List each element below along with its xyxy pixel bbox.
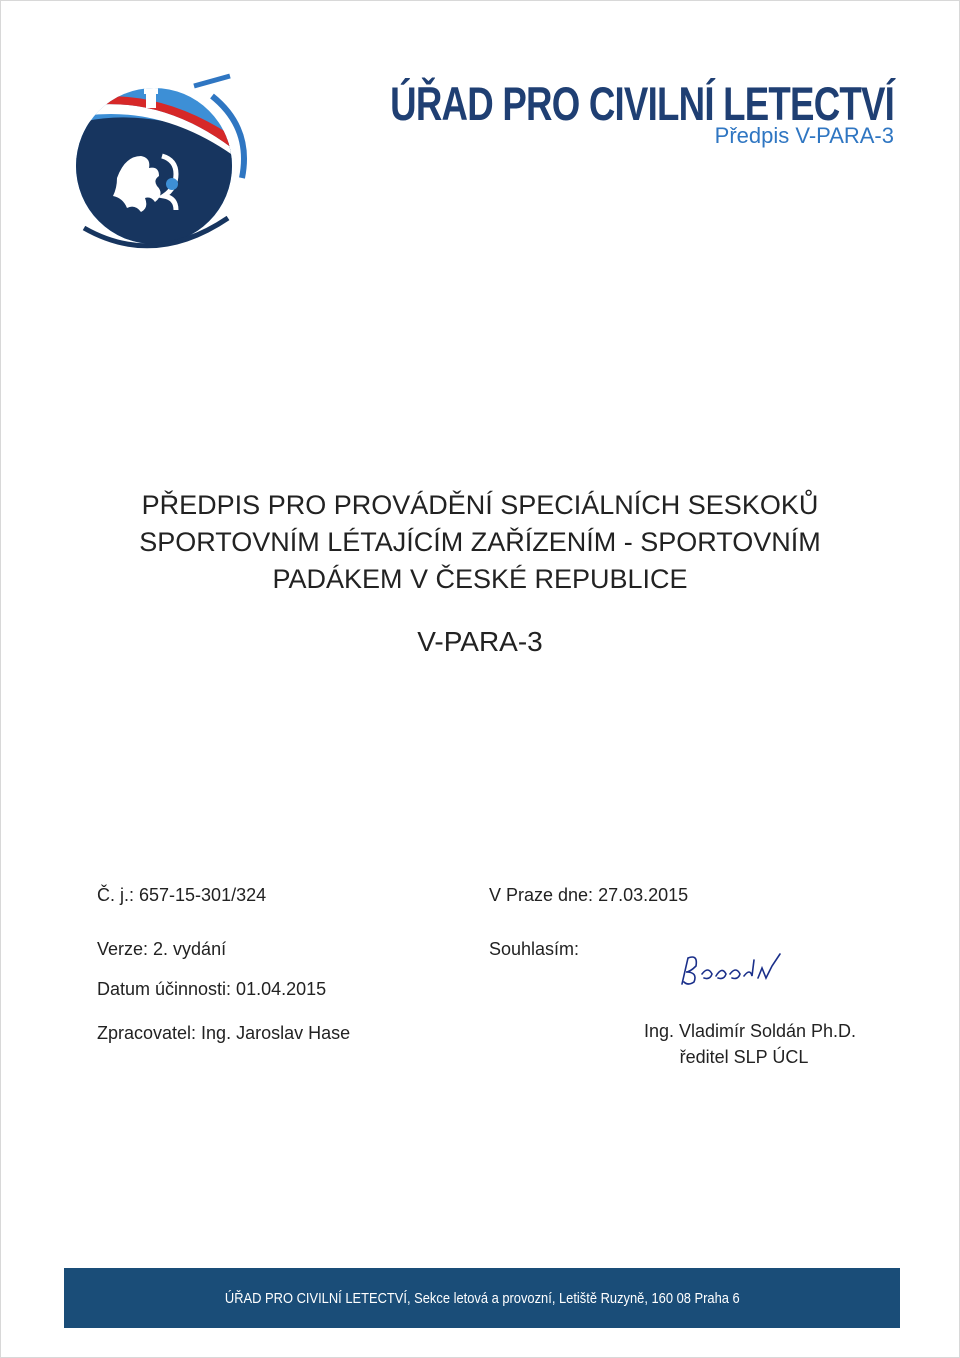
title-line: PADÁKEM V ČESKÉ REPUBLICE (272, 564, 688, 594)
effective-date: Datum účinnosti: 01.04.2015 (97, 979, 327, 999)
signature-icon (676, 948, 796, 992)
title-line: SPORTOVNÍM LÉTAJÍCÍM ZAŘÍZENÍM - SPORTOVNÍM (139, 527, 821, 557)
document-title (0, 487, 960, 598)
signer-name: Ing. Vladimír Soldán Ph.D. (643, 1021, 857, 1041)
authority-name: ÚŘAD PRO CIVILNÍ LETECTVÍ (390, 77, 894, 130)
prepared-by: Zpracovatel: Ing. Jaroslav Hase (97, 1023, 351, 1043)
ucl-logo-icon (62, 58, 260, 258)
document-code: V-PARA-3 (417, 626, 543, 657)
signer-position: ředitel SLP ÚCL (679, 1047, 809, 1067)
regulation-reference: Předpis V-PARA-3 (714, 123, 894, 148)
version-info: Verze: 2. vydání (97, 939, 227, 959)
place-date: V Praze dne: 27.03.2015 (489, 885, 689, 905)
approval-label: Souhlasím: (489, 939, 580, 959)
footer-address: ÚŘAD PRO CIVILNÍ LETECTVÍ, Sekce letová a provozní, Letiště Ruzyně, 160 08 Praha 6 (224, 1289, 740, 1307)
footer-bar (64, 1268, 900, 1328)
reference-number: Č. j.: 657-15-301/324 (97, 885, 267, 905)
title-line: PŘEDPIS PRO PROVÁDĚNÍ SPECIÁLNÍCH SESKOKŮ (141, 490, 819, 520)
